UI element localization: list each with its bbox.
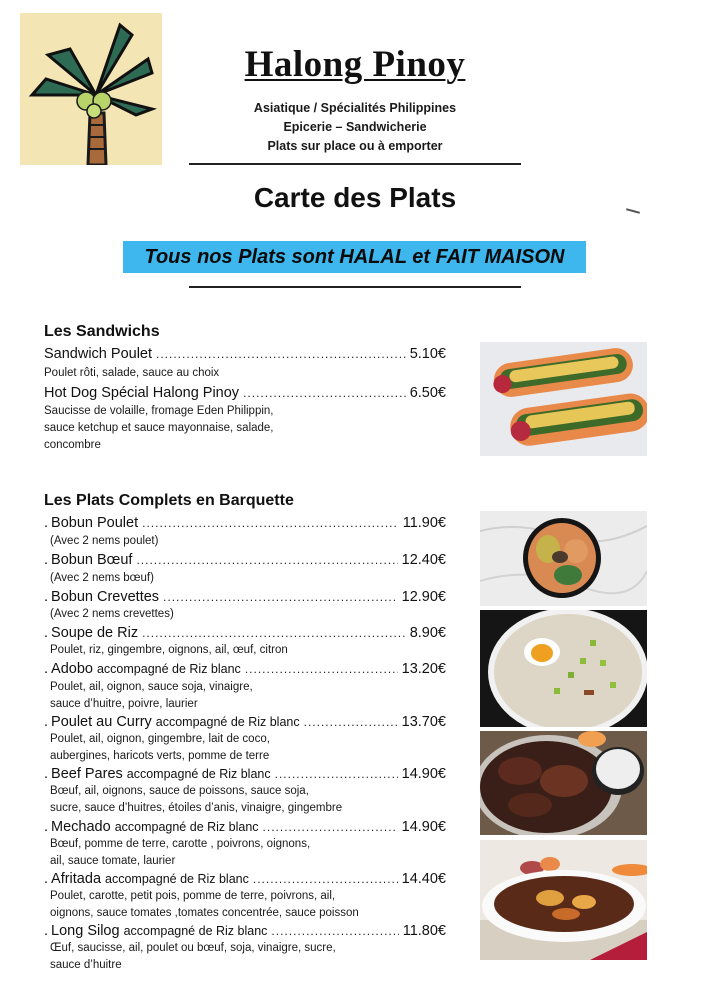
rice-soup-photo: [480, 610, 647, 727]
item-description: Poulet, ail, oignon, sauce soja, vinaigre,: [50, 681, 253, 693]
hot-dog-photo: [480, 342, 647, 456]
item-price: 14.90€: [401, 766, 446, 782]
section-title-sandwichs: Les Sandwichs: [44, 323, 160, 340]
item-bullet: .: [44, 766, 49, 782]
divider: [189, 163, 521, 165]
item-description: aubergines, haricots verts, pomme de terre: [50, 750, 270, 762]
bobun-bowl-photo: [480, 511, 647, 606]
item-price: 14.90€: [401, 819, 446, 835]
item-description: (Avec 2 nems bœuf): [50, 572, 154, 584]
afritada-plate-photo: [480, 840, 647, 960]
item-description: Poulet, carotte, petit pois, pomme de terre, poivrons, ail,: [50, 890, 336, 902]
dot-leader: [142, 514, 399, 532]
scan-speck: [626, 208, 640, 214]
item-description: (Avec 2 nems crevettes): [50, 608, 174, 620]
dot-leader: [156, 345, 406, 363]
item-description: Poulet, riz, gingembre, oignons, ail, œuf, citron: [50, 644, 288, 656]
item-accompaniment: accompagné de Riz blanc: [114, 820, 259, 834]
item-price: 12.40€: [401, 552, 446, 568]
item-bullet: .: [44, 819, 49, 835]
item-accompaniment: accompagné de Riz blanc: [155, 715, 300, 729]
section-title-plats-complets: Les Plats Complets en Barquette: [44, 492, 294, 509]
item-price: 11.80€: [402, 923, 446, 939]
menu-item: [44, 818, 446, 836]
palm-tree-icon: [20, 13, 162, 165]
item-price: 11.90€: [402, 515, 446, 531]
brand-title: Halong Pinoy: [244, 44, 466, 85]
item-description: Bœuf, ail, oignons, sauce de poissons, sauce soja,: [50, 785, 309, 797]
item-description: Saucisse de volaille, fromage Eden Philippin,: [44, 405, 274, 417]
menu-item: [44, 765, 446, 783]
item-name: Bobun Bœuf: [51, 552, 133, 568]
item-name: Sandwich Poulet: [44, 346, 153, 362]
page-heading: Carte des Plats: [253, 182, 457, 213]
item-price: 13.20€: [401, 661, 446, 677]
item-description: Poulet, ail, oignon, gingembre, lait de coco,: [50, 733, 270, 745]
tagline-line: Plats sur place ou à emporter: [267, 139, 443, 153]
item-description: sauce d’huitre: [50, 959, 122, 971]
item-price: 6.50€: [409, 385, 446, 401]
menu-item: [44, 384, 446, 402]
item-price: 14.40€: [401, 871, 446, 887]
item-price: 8.90€: [409, 625, 446, 641]
palm-tree-logo: [20, 13, 162, 165]
item-name: Bobun Poulet: [51, 515, 139, 531]
adobo-chicken-photo: [480, 731, 647, 835]
item-name: Adobo: [51, 661, 93, 677]
item-price: 12.90€: [401, 589, 446, 605]
menu-item: [44, 624, 446, 642]
item-description: sauce ketchup et sauce mayonnaise, salade,: [44, 422, 274, 434]
item-bullet: .: [44, 589, 49, 605]
item-name: Afritada: [51, 871, 102, 887]
tagline-line: Epicerie – Sandwicherie: [283, 120, 427, 134]
tagline-line: Asiatique / Spécialités Philippines: [253, 101, 457, 115]
item-accompaniment: accompagné de Riz blanc: [123, 924, 268, 938]
item-bullet: .: [44, 923, 49, 939]
item-description: Œuf, saucisse, ail, poulet ou bœuf, soja, vinaigre, sucre,: [50, 942, 336, 954]
item-bullet: .: [44, 661, 49, 677]
dot-leader: [245, 660, 398, 678]
menu-item: [44, 345, 446, 363]
item-description: concombre: [44, 439, 101, 451]
item-accompaniment: accompagné de Riz blanc: [96, 662, 241, 676]
item-description: sauce d’huitre, poivre, laurier: [50, 698, 198, 710]
item-description: ail, sauce tomate, laurier: [50, 855, 176, 867]
halal-banner: Tous nos Plats sont HALAL et FAIT MAISON: [123, 241, 586, 273]
item-price: 5.10€: [409, 346, 446, 362]
dot-leader: [275, 765, 398, 783]
item-accompaniment: accompagné de Riz blanc: [105, 872, 249, 886]
item-description: Poulet rôti, salade, sauce au choix: [44, 367, 220, 379]
item-price: 13.70€: [401, 714, 446, 730]
menu-item: [44, 588, 446, 606]
item-bullet: .: [44, 871, 49, 887]
item-description: (Avec 2 nems poulet): [50, 535, 159, 547]
item-name: Mechado: [51, 819, 111, 835]
item-bullet: .: [44, 625, 49, 641]
item-name: Soupe de Riz: [51, 625, 139, 641]
dot-leader: [163, 588, 398, 606]
item-name: Long Silog: [51, 923, 120, 939]
item-name: Poulet au Curry: [51, 714, 152, 730]
dot-leader: [304, 713, 398, 731]
item-bullet: .: [44, 714, 49, 730]
menu-item: [44, 514, 446, 532]
dot-leader: [243, 384, 406, 402]
divider: [189, 286, 521, 288]
item-description: oignons, sauce tomates ,tomates concentrée, sauce poisson: [50, 907, 359, 919]
item-description: sucre, sauce d’huitres, étoiles d’anis, vinaigre, gingembre: [50, 802, 343, 814]
item-name: Beef Pares: [51, 766, 123, 782]
menu-item: [44, 922, 446, 940]
menu-item: [44, 870, 446, 888]
item-description: Bœuf, pomme de terre, carotte , poivrons, oignons,: [50, 838, 311, 850]
dot-leader: [142, 624, 406, 642]
dot-leader: [253, 870, 398, 888]
dot-leader: [271, 922, 398, 940]
menu-item: [44, 551, 446, 569]
item-bullet: .: [44, 552, 49, 568]
item-bullet: .: [44, 515, 49, 531]
dot-leader: [136, 551, 397, 569]
menu-item: [44, 660, 446, 678]
item-name: Hot Dog Spécial Halong Pinoy: [44, 385, 240, 401]
item-accompaniment: accompagné de Riz blanc: [126, 767, 271, 781]
dot-leader: [263, 818, 398, 836]
item-name: Bobun Crevettes: [51, 589, 160, 605]
menu-item: [44, 713, 446, 731]
